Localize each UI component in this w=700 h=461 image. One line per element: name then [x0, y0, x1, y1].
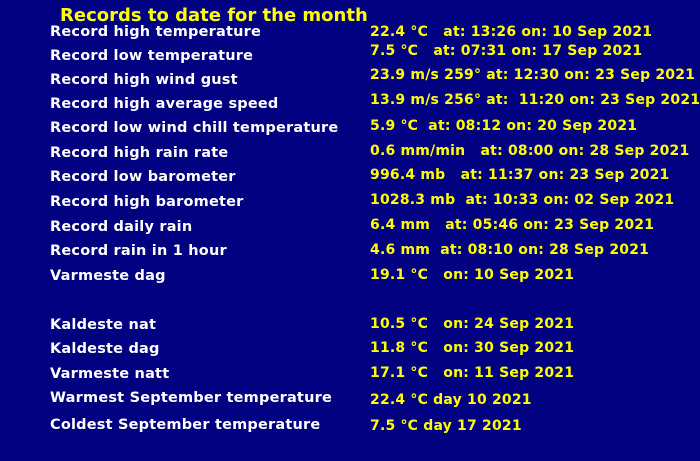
record-label: Record low wind chill temperature [50, 120, 339, 136]
record-value: 1028.3 mb at: 10:33 on: 02 Sep 2021 [370, 192, 675, 208]
record-label: Kaldeste dag [50, 341, 160, 357]
record-value: 22.4 °C at: 13:26 on: 10 Sep 2021 [370, 24, 653, 40]
record-value: 4.6 mm at: 08:10 on: 28 Sep 2021 [370, 242, 650, 258]
record-value: 22.4 °C day 10 2021 [370, 392, 532, 408]
page-title: Records to date for the month [60, 5, 368, 26]
record-value: 7.5 °C at: 07:31 on: 17 Sep 2021 [370, 43, 643, 59]
record-label: Record rain in 1 hour [50, 243, 227, 259]
record-value: 7.5 °C day 17 2021 [370, 418, 522, 434]
record-value: 996.4 mb at: 11:37 on: 23 Sep 2021 [370, 167, 670, 183]
record-label: Record high rain rate [50, 145, 229, 161]
record-value: 13.9 m/s 256° at: 11:20 on: 23 Sep 2021 [370, 92, 700, 108]
record-label: Record high barometer [50, 194, 244, 210]
record-value: 6.4 mm at: 05:46 on: 23 Sep 2021 [370, 217, 655, 233]
record-value: 23.9 m/s 259° at: 12:30 on: 23 Sep 2021 [370, 67, 696, 83]
record-value: 5.9 °C at: 08:12 on: 20 Sep 2021 [370, 118, 638, 134]
record-label: Record high temperature [50, 24, 262, 40]
record-label: Varmeste dag [50, 268, 166, 284]
record-label: Record daily rain [50, 219, 193, 235]
record-label: Warmest September temperature [50, 390, 332, 406]
record-value: 0.6 mm/min at: 08:00 on: 28 Sep 2021 [370, 143, 690, 159]
record-label: Record high average speed [50, 96, 279, 112]
record-value: 11.8 °C on: 30 Sep 2021 [370, 340, 575, 356]
record-label: Coldest September temperature [50, 417, 321, 433]
record-value: 19.1 °C on: 10 Sep 2021 [370, 267, 575, 283]
record-label: Varmeste natt [50, 366, 170, 382]
record-label: Record low temperature [50, 48, 254, 64]
record-value: 10.5 °C on: 24 Sep 2021 [370, 316, 575, 332]
record-label: Record high wind gust [50, 72, 238, 88]
record-label: Record low barometer [50, 169, 236, 185]
record-label: Kaldeste nat [50, 317, 157, 333]
record-value: 17.1 °C on: 11 Sep 2021 [370, 365, 575, 381]
